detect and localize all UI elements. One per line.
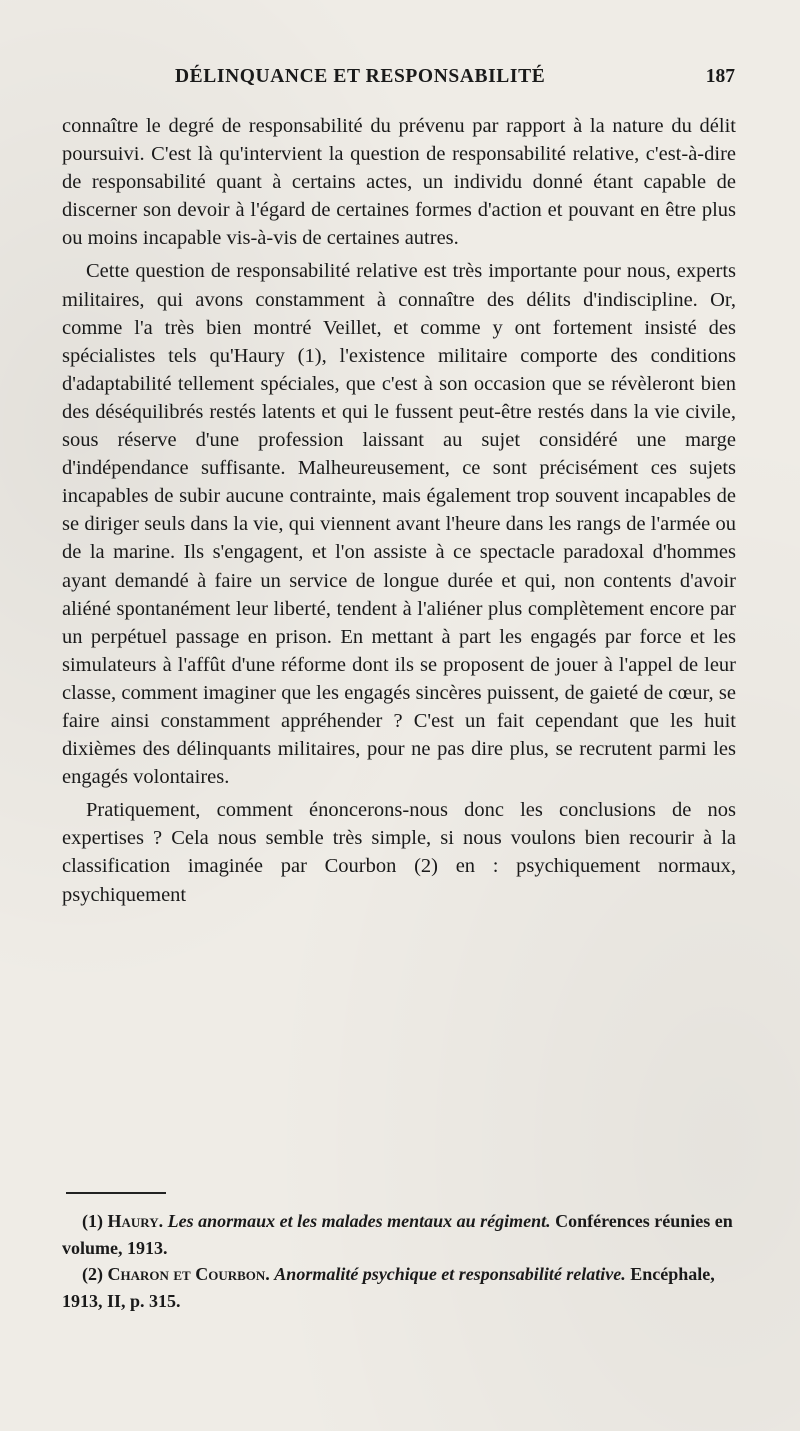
page-header (175, 66, 735, 96)
paragraph: Cette question de responsabilité relative est très importante pour nous, experts militaires, qui avons constamment à connaître des délits d'indiscipline. Or, comme l'a très bien montré Veillet, et comme y ont fortement insisté des spécialistes tels qu'Haury (1), l'existence militaire comporte des conditions d'adaptabilité tellement spéciales, que c'est à son occasion que se révèleront bien des déséquilibrés restés latents et qui le fussent peut-être restés dans la vie civile, sous réserve d'une profession laissant au sujet considéré une marge d'indépendance suffisante. Malheureusement, ce sont précisément ces sujets incapables de subir aucune contrainte, mais également trop souvent incapables de se diriger seuls dans la vie, qui viennent avant l'heure dans les rangs de l'armée ou de la marine. Ils s'engagent, et l'on assiste à ce spectacle paradoxal d'hommes ayant demandé à faire un service de longue durée et qui, non contents d'avoir aliéné spontanément leur liberté, tendent à l'aliéner plus complètement encore par un perpétuel passage en prison. En mettant à part les engagés par force et les simulateurs à l'affût d'une réforme dont ils se proposent de jouer à l'appel de leur classe, comment imaginer que les engagés sincères puissent, de gaieté de cœur, se faire ainsi constamment appréhender ? C'est un fait cependant que les huit dixièmes des délinquants militaires, pour ne pas dire plus, se recrutent parmi les engagés volontaires. (62, 260, 736, 789)
page-number: 187 (705, 66, 735, 87)
footnote-divider (66, 1192, 166, 1194)
footnote (62, 1261, 736, 1314)
running-title: DÉLINQUANCE ET RESPONSABILITÉ (175, 66, 546, 87)
footnote-marker: (1) (82, 1211, 103, 1231)
footnote-author: Haury. (107, 1211, 164, 1231)
footnote-title: Les anormaux et les malades mentaux au régiment. (167, 1211, 551, 1231)
footnote-marker: (2) (82, 1264, 103, 1284)
footnote (62, 1208, 736, 1261)
footnotes (62, 1208, 736, 1314)
body-text (62, 112, 736, 914)
paragraph: Pratiquement, comment énoncerons-nous donc les conclusions de nos expertises ? Cela nous semble très simple, si nous voulons bien recourir à la classification imaginée par Courbon (2) en : psychiquement normaux, psychiquement (62, 799, 736, 906)
footnote-author: Charon et Courbon. (107, 1264, 270, 1284)
footnote-details: Conférences réunies en volume, 1913. (62, 1211, 733, 1258)
footnote-title: Anormalité psychique et responsabilité relative. (274, 1264, 626, 1284)
paragraph: connaître le degré de responsabilité du prévenu par rapport à la nature du délit poursuivi. C'est là qu'intervient la question de responsabilité relative, c'est-à-dire de responsabilité quant à certains actes, un individu donné étant capable de discerner son devoir à l'égard de certaines formes d'action et pouvant en être plus ou moins incapable vis-à-vis de certaines autres. (62, 115, 736, 250)
footnote-details: Encéphale, 1913, II, p. 315. (62, 1264, 715, 1311)
